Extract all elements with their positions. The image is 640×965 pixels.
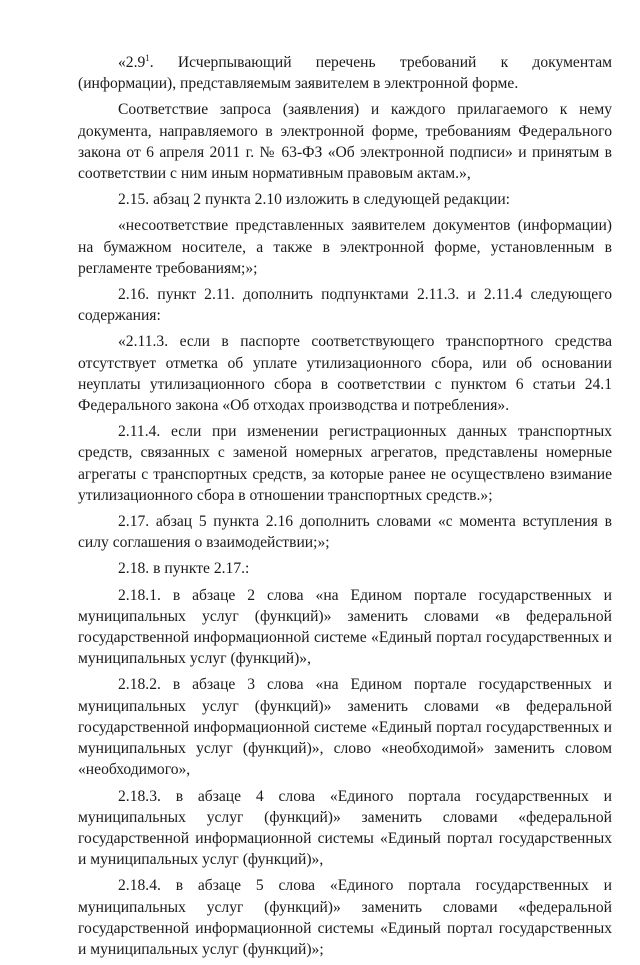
paragraph-2-18-1: 2.18.1. в абзаце 2 слова «на Едином портале государственных и муниципальных услуг (функций)» заменить словами «в федеральной государственной информационной системе «Единый портал государственных и муниципальных услуг (функций)», [78,586,612,668]
paragraph-2-9-1-rest: . Исчерпывающий перечень требований к документам (информации), представляемым заявителем в электронной форме. [78,54,612,93]
paragraph-2-16: 2.16. пункт 2.11. дополнить подпунктами 2.11.3. и 2.11.4 следующего содержания: [78,286,612,325]
paragraph-2-15: 2.15. абзац 2 пункта 2.10 изложить в следующей редакции: [118,191,511,209]
paragraph-2-9-1 [78,52,612,94]
paragraph-2-18: 2.18. в пункте 2.17.: [118,560,250,578]
superscript-1: 1 [145,52,150,63]
paragraph-2-11-3: «2.11.3. если в паспорте соответствующего транспортного средства отсутствует отметка об уплате утилизационного сбора, или об основании неуплаты утилизационного сбора в соответствии с пунктом 6 статьи 24.1 Федерального закона «Об отходах производства и потребления». [78,333,612,415]
paragraph-2-18-4: 2.18.4. в абзаце 5 слова «Единого портала государственных и муниципальных услуг (функций)» заменить словами «федеральной государственной информационной системы «Единый портал государственных и муниципальных услуг (функций)»; [78,877,612,958]
paragraph-electronic-signature: Соответствие запроса (заявления) и каждого прилагаемого к нему документа, направляемого в электронной форме, требованиям Федерального закона от 6 апреля 2011 г. № 63-ФЗ «Об электронной подписи» и принятым в соответствии с ним иным нормативным правовым актам.», [78,101,612,183]
paragraph-nonconformity: «несоответствие представленных заявителем документов (информации) на бумажном носителе, а также в электронной форме, установленным в регламенте требованиям;»; [78,217,612,277]
document-page [78,52,612,965]
paragraph-2-9-1-start: «2.9 [118,54,146,71]
paragraph-2-17: 2.17. абзац 5 пункта 2.16 дополнить словами «с момента вступления в силу соглашения о взаимодействии;»; [78,513,612,552]
paragraph-2-18-3: 2.18.3. в абзаце 4 слова «Единого портала государственных и муниципальных услуг (функций)» заменить словами «федеральной государственной информационной системы «Единый портал государственных и муниципальных услуг (функций)», [78,787,612,869]
paragraph-2-11-4: 2.11.4. если при изменении регистрационных данных транспортных средств, связанных с заменой номерных агрегатов, представлены номерные агрегаты с транспортных средств, за которые ранее не осуществлено взимание утилизационного сбора в отношении транспортных средств.»; [78,423,612,504]
paragraph-2-18-2: 2.18.2. в абзаце 3 слова «на Едином портале государственных и муниципальных услуг (функций)» заменить словами «в федеральной государственной информационной системе «Единый портал государственных и муниципальных услуг (функций)», слово «необходимой» заменить словом «необходимого», [78,676,612,779]
